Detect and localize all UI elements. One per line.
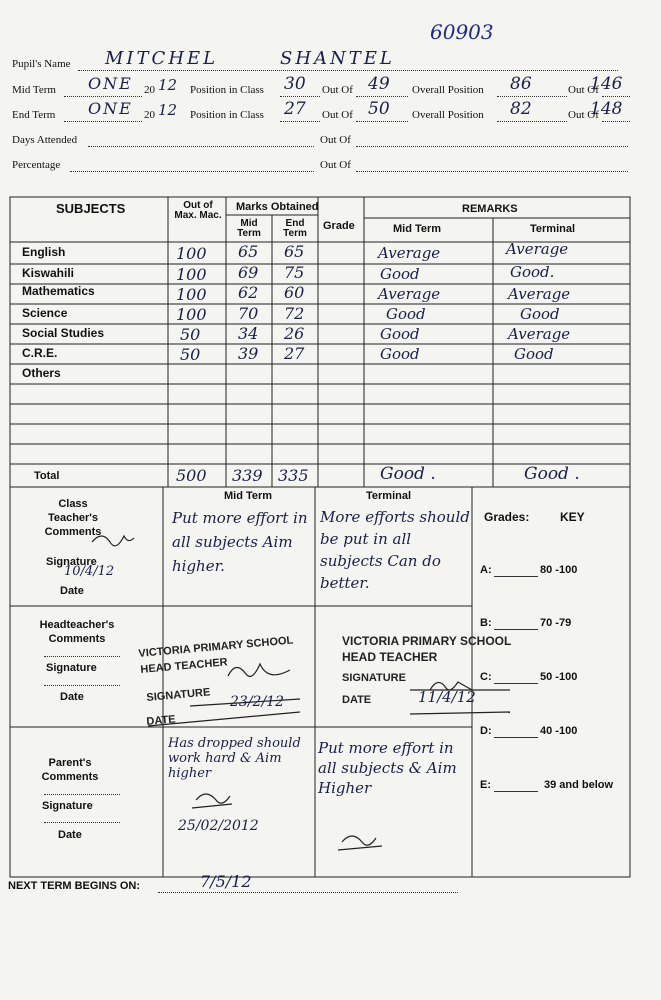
mid-out-of-label: Out Of	[322, 84, 353, 96]
max-mark: 100	[176, 305, 207, 324]
ht-mid-stamp-signature: SIGNATURE	[146, 686, 211, 704]
ht-date-label: Date	[60, 691, 84, 703]
ht-term-stamp-date: DATE	[342, 694, 372, 706]
grade-letter: D:	[480, 725, 492, 737]
parent-mid-date: 25/02/2012	[178, 818, 259, 834]
col-remarks-header: REMARKS	[462, 203, 518, 215]
end-overall-label: Overall Position	[412, 109, 484, 121]
end-year: 12	[158, 101, 178, 119]
remark-mid: Average	[378, 285, 441, 303]
max-mark: 100	[176, 285, 207, 304]
mid-term-value: ONE	[88, 74, 133, 93]
remark-term: Good	[514, 345, 554, 363]
class-teacher-label: Class Teacher's Comments	[44, 498, 102, 538]
mid-mark: 70	[238, 304, 259, 323]
parent-mid-comment: Has dropped should work hard & Aim higher	[168, 736, 301, 781]
grades-key: KEY	[560, 510, 585, 524]
subject-name: English	[22, 245, 66, 259]
mid-overall-out-label: Out Of	[568, 84, 599, 96]
mid-overall-out: 146	[590, 74, 623, 94]
end-position: 27	[284, 99, 306, 119]
grade-range: 39 and below	[544, 779, 614, 791]
comments-mid-header: Mid Term	[224, 490, 273, 502]
next-term-date: 7/5/12	[200, 872, 252, 891]
grade-letter: B:	[480, 617, 492, 629]
total-label: Total	[34, 470, 60, 482]
serial-number: 60903	[430, 20, 494, 44]
col-marks-header: Marks Obtained	[236, 201, 319, 213]
end-out-of-label: Out Of	[322, 109, 353, 121]
subject-name: Social Studies	[22, 326, 105, 340]
grade-range: 70 -79	[540, 617, 572, 629]
max-mark: 100	[176, 265, 207, 284]
subject-name: Others	[22, 366, 61, 380]
end-overall: 82	[510, 99, 532, 119]
total-remark-term: Good .	[524, 464, 580, 484]
mid-overall: 86	[510, 74, 532, 94]
end-term-value: ONE	[88, 99, 133, 118]
parent-date-label: Date	[58, 829, 82, 841]
total-mid: 339	[232, 466, 263, 485]
parents-label: Parent's Comments	[41, 757, 99, 783]
ct-mid-comment: Put more effort in all subjects Aim higher.	[172, 509, 308, 575]
pupils-name-label: Pupil's Name	[12, 58, 71, 70]
ct-date-value: 10/4/12	[64, 564, 115, 579]
mid-mark: 62	[238, 283, 259, 302]
ht-term-stamp-role: HEAD TEACHER	[342, 650, 438, 664]
remark-mid: Good	[386, 305, 426, 323]
end-mark: 26	[284, 324, 305, 343]
pupil-last-name: SHANTEL	[280, 48, 395, 69]
remark-term: Good.	[510, 263, 555, 281]
days-attended-label: Days Attended	[12, 134, 78, 146]
end-overall-out: 148	[590, 99, 623, 119]
mid-out-of: 49	[368, 74, 390, 94]
col-mid-header: Mid Term	[237, 218, 261, 239]
percentage-label: Percentage	[12, 159, 61, 171]
total-end: 335	[278, 466, 309, 485]
mid-term-label: Mid Term	[12, 84, 56, 96]
grade-range: 40 -100	[540, 725, 578, 737]
col-grade-header: Grade	[323, 220, 355, 232]
remark-mid: Average	[378, 244, 441, 262]
mid-overall-label: Overall Position	[412, 84, 484, 96]
max-mark: 50	[180, 325, 201, 344]
parent-signature-label: Signature	[42, 800, 93, 812]
end-mark: 60	[284, 283, 305, 302]
max-mark: 100	[176, 244, 207, 263]
subject-name: Kiswahili	[22, 266, 75, 280]
parent-term-comment: Put more effort in all subjects & Aim Higher	[318, 739, 457, 797]
end-term-label: End Term	[12, 109, 56, 121]
ct-signature-label: Signature	[46, 556, 97, 568]
grades-title: Grades:	[484, 510, 530, 524]
grade-letter: A:	[480, 564, 492, 576]
pupil-first-name: MITCHEL	[105, 48, 219, 69]
mid-position: 30	[284, 74, 306, 94]
ht-mid-date: 23/2/12	[230, 694, 284, 710]
mid-mark: 39	[238, 344, 259, 363]
remark-mid: Good	[380, 345, 420, 363]
ct-term-comment: More efforts should be put in all subjects Can do better.	[320, 508, 470, 592]
subject-name: Science	[22, 306, 68, 320]
end-year-prefix: 20	[144, 109, 155, 121]
end-mark: 27	[284, 344, 305, 363]
col-subjects-header: SUBJECTS	[56, 201, 126, 216]
mid-mark: 34	[238, 324, 259, 343]
remark-term: Average	[508, 285, 571, 303]
days-out-of-label: Out Of	[320, 134, 351, 146]
total-remark-mid: Good .	[380, 464, 436, 484]
ct-date-label: Date	[60, 585, 84, 597]
remark-term: Average	[506, 240, 569, 258]
mid-year: 12	[158, 76, 178, 94]
remark-mid: Good	[380, 265, 420, 283]
max-mark: 50	[180, 345, 201, 364]
end-mark: 72	[284, 304, 305, 323]
mid-mark: 65	[238, 242, 259, 261]
next-term-label: NEXT TERM BEGINS ON:	[8, 880, 141, 892]
end-mark: 65	[284, 242, 305, 261]
ht-signature-label: Signature	[46, 662, 97, 674]
grade-letter: C:	[480, 671, 492, 683]
ht-mid-stamp-school: VICTORIA PRIMARY SCHOOL	[138, 634, 294, 660]
end-out-of: 50	[368, 99, 390, 119]
percentage-out-of-label: Out Of	[320, 159, 351, 171]
subject-name: C.R.E.	[22, 346, 58, 360]
mid-year-prefix: 20	[144, 84, 155, 96]
remark-mid: Good	[380, 325, 420, 343]
end-mark: 75	[284, 263, 305, 282]
ht-term-stamp-school: VICTORIA PRIMARY SCHOOL	[342, 634, 512, 648]
mid-position-label: Position in Class	[190, 84, 264, 96]
ht-term-date: 11/4/12	[418, 688, 476, 706]
grade-letter: E:	[480, 779, 491, 791]
remark-term: Average	[508, 325, 571, 343]
grade-range: 80 -100	[540, 564, 578, 576]
ht-mid-stamp-date: DATE	[146, 713, 177, 728]
ht-term-stamp-signature: SIGNATURE	[342, 672, 406, 684]
total-max: 500	[176, 466, 207, 485]
col-rem-mid-header: Mid Term	[393, 223, 442, 235]
col-end-header: End Term	[283, 218, 307, 239]
comments-term-header: Terminal	[366, 490, 412, 502]
headteacher-label: Headteacher's Comments	[39, 619, 115, 645]
col-out-of-header: Out of Max. Mac.	[174, 200, 222, 221]
subject-name: Mathematics	[22, 284, 95, 298]
end-overall-out-label: Out Of	[568, 109, 599, 121]
grade-range: 50 -100	[540, 671, 578, 683]
col-rem-term-header: Terminal	[530, 223, 576, 235]
remark-term: Good	[520, 305, 560, 323]
end-position-label: Position in Class	[190, 109, 264, 121]
ht-mid-stamp-role: HEAD TEACHER	[140, 656, 229, 676]
mid-mark: 69	[238, 263, 259, 282]
